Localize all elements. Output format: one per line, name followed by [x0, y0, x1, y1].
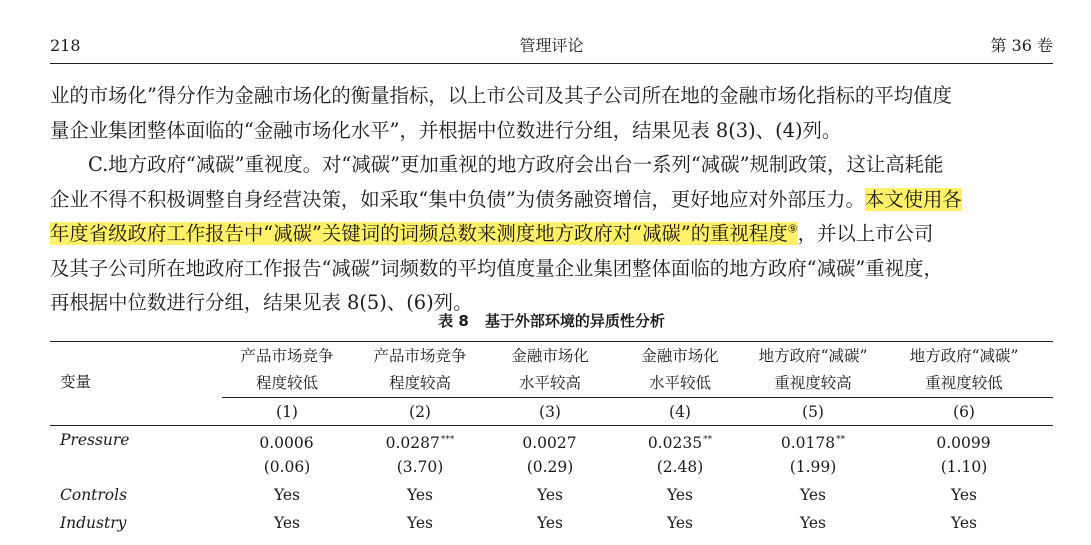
- table-cell: Yes: [799, 486, 826, 504]
- coef-value: 0.0235: [647, 434, 703, 452]
- column-header: 地方政府“减碳”: [758, 347, 868, 365]
- coef-value: 0.0006: [259, 434, 314, 452]
- text-line: [50, 217, 1053, 252]
- journal-title: 管理评论: [519, 36, 584, 55]
- table-cell: Yes: [273, 514, 300, 532]
- table-cell: Yes: [799, 514, 826, 532]
- row-label-pressure: Pressure: [60, 431, 130, 449]
- t-stat-cell: (2.48): [656, 458, 704, 476]
- coef-value: 0.0027: [522, 434, 577, 452]
- column-header: 程度较低: [255, 374, 318, 392]
- highlighted-segment: 年度省级政府工作报告中“减碳”关键词的词频总数来测度地方政府对“减碳”的重视程度: [50, 222, 788, 245]
- table-title: [50, 311, 1053, 331]
- significance-stars: **: [703, 435, 713, 445]
- header-divider: [222, 397, 1053, 398]
- row-label-controls: Controls: [60, 486, 128, 504]
- table-cell: Yes: [406, 486, 433, 504]
- footnote-marker[interactable]: ⑨: [787, 222, 798, 236]
- t-stat-cell: (3.70): [396, 458, 444, 476]
- text-segment: 企业不得不积极调整自身经营决策，如采取“集中负债”为债务融资增信，更好地应对外部压力。: [50, 187, 865, 211]
- significance-stars: ***: [440, 435, 455, 445]
- text-line: C.地方政府“减碳”重视度。对“减碳”更加重视的地方政府会出台一系列“减碳”规制政策，这让高耗能: [88, 153, 944, 176]
- column-number: (4): [669, 403, 691, 421]
- variable-header: 变量: [60, 373, 92, 391]
- t-stat-cell: (0.06): [263, 458, 311, 476]
- coef-cell: [612, 430, 748, 453]
- text-line: 量企业集团整体面临的“金融市场化水平”，并根据中位数进行分组，结果见表 8(3)、(4)列。: [50, 118, 842, 142]
- column-header: 水平较高: [518, 374, 581, 392]
- highlighted-text[interactable]: [50, 222, 798, 245]
- table-top-rule: [50, 341, 1053, 342]
- table-mid-rule: [50, 425, 1053, 426]
- coef-value: 0.0178: [780, 434, 836, 452]
- table-caption: 基于外部环境的异质性分析: [484, 312, 665, 330]
- t-stat-cell: (0.29): [526, 458, 574, 476]
- column-header: 水平较低: [648, 374, 711, 392]
- header-rule: [50, 63, 1053, 64]
- t-stat-cell: (1.99): [789, 458, 837, 476]
- text-line: 业的市场化”得分作为金融市场化的衡量指标，以上市公司及其子公司所在地的金融市场化指标的平均值度: [50, 84, 952, 107]
- column-number: (6): [953, 403, 975, 421]
- coef-cell: [222, 430, 352, 453]
- t-stat-cell: (1.10): [940, 458, 988, 476]
- column-header: 重视度较低: [925, 374, 1003, 392]
- table-cell: Yes: [950, 486, 977, 504]
- column-number: (5): [802, 403, 824, 421]
- column-header: 金融市场化: [641, 347, 719, 365]
- row-label-industry: Industry: [60, 514, 127, 532]
- text-line: [50, 183, 1053, 218]
- significance-stars: **: [836, 435, 846, 445]
- text-line: 及其子公司所在地政府工作报告“减碳”词频数的平均值度量企业集团整体面临的地方政府“减碳”重视度，: [50, 256, 943, 280]
- column-number: (2): [409, 403, 431, 421]
- table-cell: Yes: [666, 486, 693, 504]
- volume-label: 第 36 卷: [990, 36, 1053, 55]
- coef-cell: [488, 430, 612, 453]
- column-header: 地方政府“减碳”: [909, 347, 1019, 365]
- coef-cell: [352, 430, 488, 453]
- coef-value: 0.0287: [385, 434, 440, 452]
- table-number: 表 8: [438, 312, 469, 330]
- column-header: 程度较高: [388, 374, 451, 392]
- coef-cell: [882, 430, 1046, 453]
- column-header: 产品市场竞争: [373, 347, 467, 365]
- body-text: [50, 79, 1053, 321]
- table-cell: Yes: [536, 514, 563, 532]
- column-number: (3): [539, 403, 561, 421]
- coef-value: 0.0099: [936, 434, 991, 452]
- table-cell: Yes: [273, 486, 300, 504]
- text-line: 再根据中位数进行分组，结果见表 8(5)、(6)列。: [50, 291, 473, 314]
- column-header: 产品市场竞争: [240, 347, 334, 365]
- table-cell: Yes: [536, 486, 563, 504]
- column-header: 重视度较高: [774, 374, 852, 392]
- text-segment: ，并以上市公司: [797, 222, 934, 245]
- column-header: 金融市场化: [511, 347, 589, 365]
- column-number: (1): [276, 403, 298, 421]
- coef-cell: [744, 430, 882, 453]
- highlighted-text[interactable]: 本文使用各: [864, 187, 962, 211]
- table-cell: Yes: [950, 514, 977, 532]
- page-number: 218: [50, 36, 81, 55]
- table-cell: Yes: [666, 514, 693, 532]
- table-cell: Yes: [406, 514, 433, 532]
